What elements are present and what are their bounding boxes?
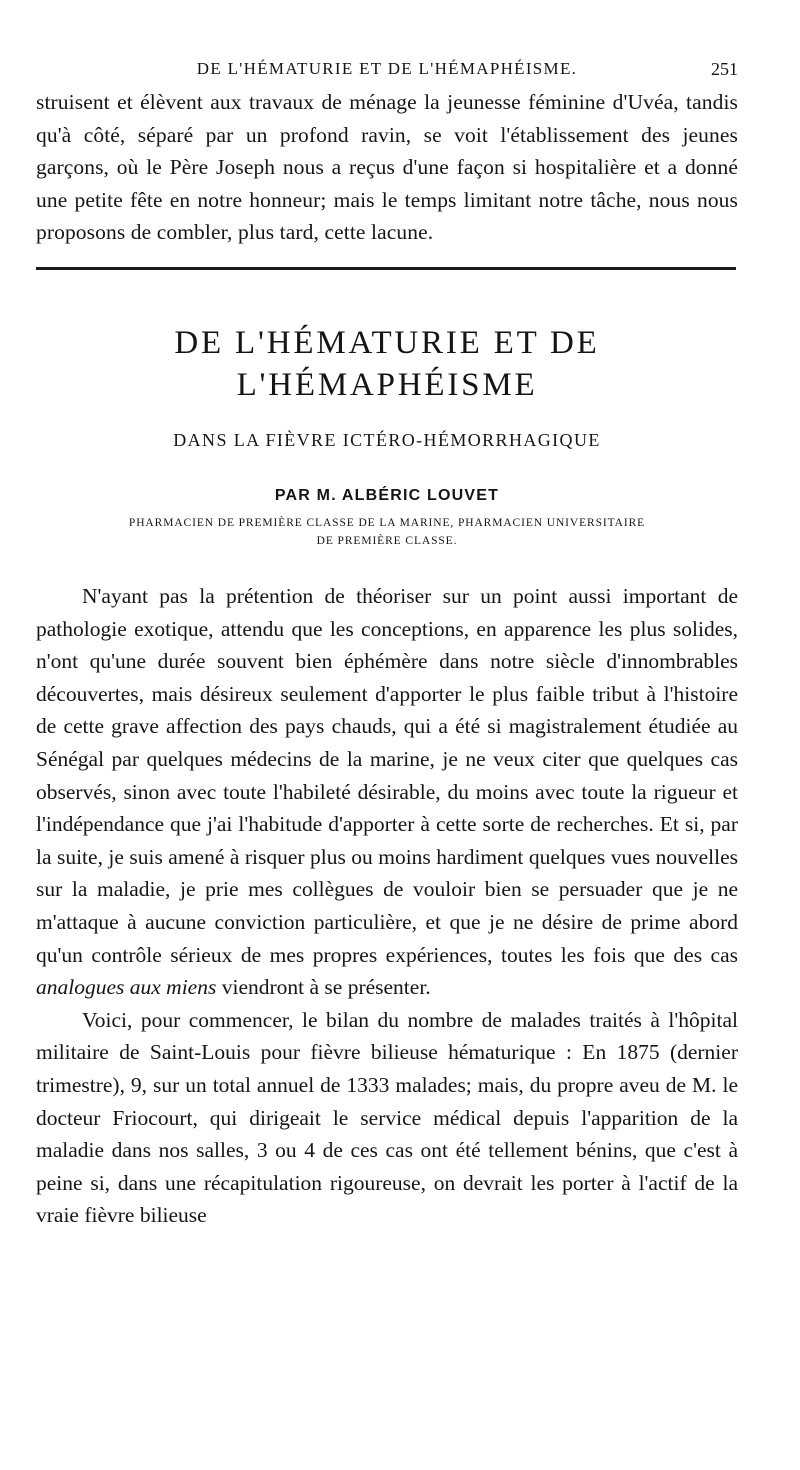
article-subtitle: DANS LA FIÈVRE ICTÉRO-HÉMORRHAGIQUE bbox=[173, 430, 601, 451]
running-head-title: DE L'HÉMATURIE ET DE L'HÉMAPHÉISME. bbox=[196, 59, 578, 78]
credentials-line-1: PHARMACIEN DE PREMIÈRE CLASSE DE LA MARINE, PHARMACIEN UNIVERSITAIRE bbox=[128, 517, 646, 530]
section-divider-rule bbox=[36, 267, 736, 270]
author-credentials bbox=[36, 514, 738, 550]
carryover-paragraph: struisent et élèvent aux travaux de ménage la jeunesse féminine d'Uvéa, tandis qu'à côté, séparé par un profond ravin, se voit l'établissement des jeunes garçons, où le Père Joseph nous a reçus d'une façon si hospitalière et a donné une petite fête en notre honneur; mais le temps limitant notre tâche, nous nous proposons de combler, plus tard, cette lacune. bbox=[36, 90, 738, 245]
paragraph-1-italic-phrase: analogues aux miens bbox=[36, 975, 217, 1000]
article-body bbox=[36, 580, 738, 1232]
article-paragraph-2: Voici, pour commencer, le bilan du nombre de malades traités à l'hôpital militaire de Saint-Louis pour fièvre bilieuse hématurique : En 1875 (dernier trimestre), 9, sur un total annuel de 1333 malades; mais, du propre aveu de M. le docteur Friocourt, qui dirigeait le service médical depuis l'apparition de la maladie dans nos salles, 3 ou 4 de ces cas ont été tellement bénins, que c'est à peine si, dans une récapitulation rigoureuse, on devrait les porter à l'actif de la vraie fièvre bilieuse bbox=[36, 1007, 738, 1228]
article-paragraph-1 bbox=[36, 580, 738, 1004]
book-page bbox=[36, 52, 738, 1232]
previous-article-ending bbox=[36, 86, 738, 249]
article-title: DE L'HÉMATURIE ET DE L'HÉMAPHÉISME bbox=[174, 324, 600, 403]
running-head bbox=[36, 52, 738, 86]
credentials-line-2: DE PREMIÈRE CLASSE. bbox=[316, 535, 458, 548]
page-number: 251 bbox=[711, 59, 738, 79]
paragraph-1-text: N'ayant pas la prétention de théoriser sur un point aussi important de pathologie exotique, attendu que les conceptions, en apparence les plus solides, n'ont qu'une durée souvent bien éphémère dans notre siècle d'innombrables découvertes, mais désireux seulement d'apporter le plus faible tribut à l'histoire de cette grave affection des pays chauds, qui a été si magistralement étudiée au Sénégal par quelques médecins de la marine, je ne veux citer que quelques cas observés, sinon avec toute l'habileté désirable, du moins avec toute la rigueur et l'indépendance que j'ai l'habitude d'apporter à cette sorte de recherches. Et si, par la suite, je suis amené à risquer plus ou moins hardiment quelques vues nouvelles sur la maladie, je prie mes collègues de vouloir bien se persuader que je ne m'attaque à aucune conviction particulière, et que je ne désire de prime abord qu'un contrôle sérieux de mes propres expériences, toutes les fois que des cas bbox=[36, 584, 738, 967]
author-byline: PAR M. ALBÉRIC LOUVET bbox=[274, 487, 500, 505]
paragraph-1-text-end: viendront à se présenter. bbox=[221, 975, 431, 1000]
